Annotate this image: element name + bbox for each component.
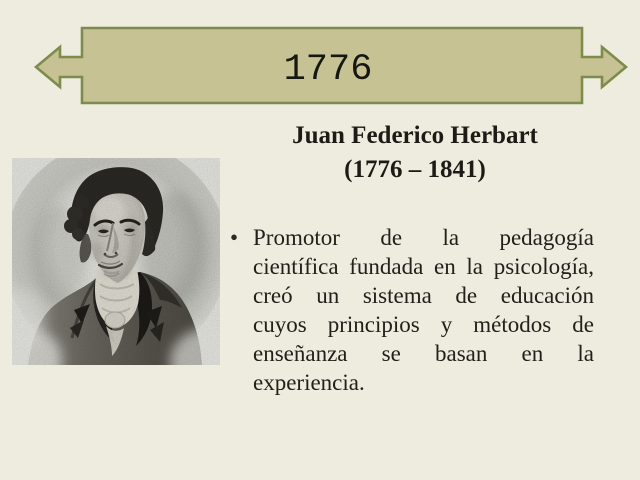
slide-heading xyxy=(228,119,602,187)
bullet-marker: • xyxy=(230,225,239,250)
heading-dates: (1776 – 1841) xyxy=(344,156,486,183)
year-banner xyxy=(0,0,640,120)
banner-year-text: 1776 xyxy=(283,49,373,91)
bullet-text: Promotor de la pedagogía científica fundada en la psicología, creó un sistema de educación cuyos principios y métodos de enseñanza se basan en la experiencia. xyxy=(253,225,594,395)
heading-name: Juan Federico Herbart xyxy=(292,122,538,149)
portrait-illustration xyxy=(12,158,220,365)
bullet-item xyxy=(230,223,602,397)
herbart-portrait-image xyxy=(12,158,220,365)
